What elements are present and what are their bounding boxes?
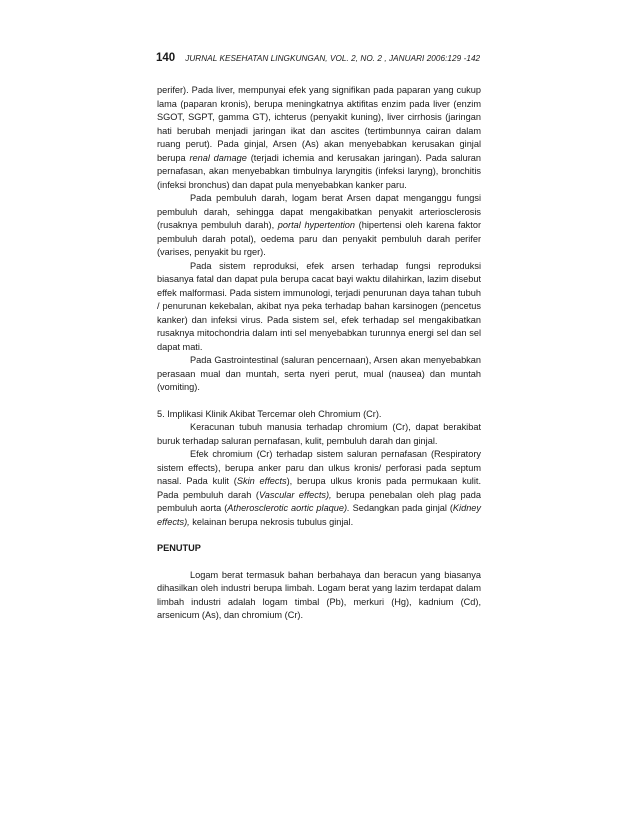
text-run: kelainan berupa nekrosis tubulus ginjal. (189, 516, 354, 527)
text-run: perifer). Pada liver, mempunyai efek yang signifikan pada paparan yang cukup lama (paparan kronis), berupa meningkatnya aktifitas enzim pada liver (enzim SGOT, SGPT, gamma GT), ichterus (penyakit kuning), liver cirrhosis (jaringan hati berubah menjadi jaringan ikat dan ascites (tertimbunnya cairan dalam ruang perut). Pada ginjal, Arsen (As) akan menyebabkan kerusakan ginjal berupa (157, 85, 481, 163)
paragraph-chromium-intro: Keracunan tubuh manusia terhadap chromium (Cr), dapat berakibat buruk terhadap saluran pernafasan, kulit, pembuluh darah dan ginjal. (157, 422, 481, 446)
italic-term: renal damage (189, 152, 247, 163)
text-run: berupa penebalan oleh plag pada pembuluh aorta ( (157, 489, 481, 513)
text-run: Efek chromium (Cr) terhadap sistem saluran pernafasan (Respiratory sistem effects), berupa anker paru dan ulkus kronis/ perforasi pada septum nasal. Pada kulit ( (157, 449, 481, 486)
italic-term: Atherosclerotic aortic plaque). (227, 503, 350, 513)
spacer (157, 395, 481, 408)
paragraph-blood-vessels (157, 192, 481, 260)
italic-term: portal hypertention (277, 220, 356, 230)
text-run: (hipertensi oleh karena faktor pembuluh darah potal), oedema paru dan penyakit pembuluh darah perifer (varises, penyakit bu rger). (157, 220, 481, 257)
text-run: ), berupa ulkus kronis pada permukaan kulit. Pada pembuluh darah ( (157, 476, 481, 500)
paragraph-gastrointestinal: Pada Gastrointestinal (saluran pencernaan), Arsen akan menyebabkan perasaan mual dan muntah, serta nyeri perut, mual (nausea) dan muntah (vomiting). (157, 355, 481, 392)
spacer (157, 556, 481, 569)
page-number: 140 (156, 52, 176, 64)
italic-term: Kidney effects), (157, 503, 482, 527)
paragraph-penutup: Logam berat termasuk bahan berbahaya dan beracun yang biasanya dihasilkan oleh industri berupa limbah. Logam berat yang lazim terdapat dalam limbah industri adalah logam timbal (Pb), merkuri (Hg), kadnium (Cd), arsenicum (As), dan chromium (Cr). (157, 569, 481, 620)
text-run: Pada pembuluh darah, logam berat Arsen dapat menganggu fungsi pembuluh darah, sehingga dapat mengakibatkan penyakit arteriosclerosis (rusaknya pembuluh darah), (157, 193, 481, 230)
section-5-title: 5. Implikasi Klinik Akibat Tercemar oleh Chromium (Cr). (157, 408, 382, 419)
journal-citation: JURNAL KESEHATAN LINGKUNGAN, VOL. 2, NO. 2 , JANUARI 2006:129 -142 (185, 54, 481, 63)
section-heading-penutup: PENUTUP (157, 543, 201, 553)
paragraph-reproductive-immune: Pada sistem reproduksi, efek arsen terhadap fungsi reproduksi biasanya fatal dan dapat pula berupa cacat bayi waktu dilahirkan, lazim disebut effek malformasi. Pada sistem immunologi, terjadi penurunan daya tahan tubuh / penurunan kekebalan, akibat nya peka terhadap bahan karsinogen (pencetus kanker) dan infeksi virus. Pada sistem sel, efek terhadap sel mengakibatkan rusaknya mitochondria dalam inti sel menyebabkan turunnya energi sel dan sel dapat mati. (157, 260, 481, 352)
spacer (157, 529, 481, 542)
italic-term: Vascular effects), (258, 489, 332, 500)
paragraph-liver-kidney-respiratory (157, 84, 481, 192)
running-header (156, 52, 496, 64)
paragraph-chromium-effects (157, 448, 481, 529)
italic-term: Skin effects (236, 476, 287, 486)
text-run: Sedangkan pada ginjal ( (349, 503, 453, 513)
text-run: (terjadi ichemia and kerusakan jaringan). Pada saluran pernafasan, akan menyebabkan timbulnya laryngitis (infeksi laryng), bronchitis (infeksi bronchus) dan dapat pula menyebabkan kanker paru. (157, 152, 481, 190)
body-text (157, 84, 481, 623)
